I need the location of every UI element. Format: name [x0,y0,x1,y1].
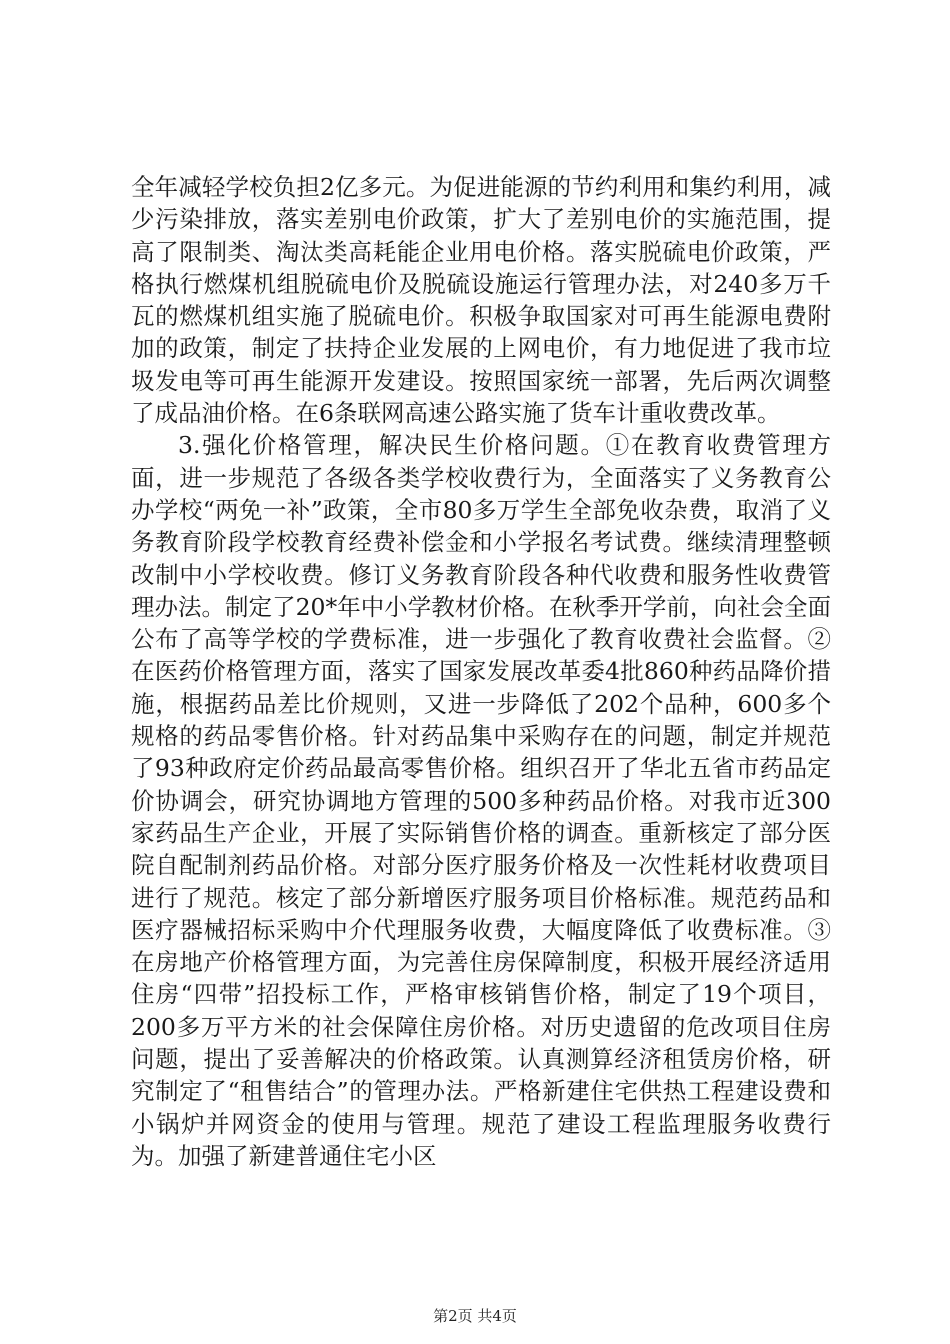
paragraph-1: 全年减轻学校负担2亿多元。为促进能源的节约利用和集约利用，减少污染排放，落实差别电价政策，扩大了差别电价的实施范围，提高了限制类、淘汰类高耗能企业用电价格。落实脱硫电价政策，严格执行燃煤机组脱硫电价及脱硫设施运行管理办法，对240多万千瓦的燃煤机组实施了脱硫电价。积极争取国家对可再生能源电费附加的政策，制定了扶持企业发展的上网电价，有力地促进了我市垃圾发电等可再生能源开发建设。按照国家统一部署，先后两次调整了成品油价格。在6条联网高速公路实施了货车计重收费改革。 [131,173,831,428]
page-footer: 第2页 共4页 [433,1307,517,1325]
paragraph-2: 3.强化价格管理，解决民生价格问题。①在教育收费管理方面，进一步规范了各级各类学校收费行为，全面落实了义务教育公办学校“两免一补”政策，全市80多万学生全部免收杂费，取消了义务教育阶段学校教育经费补偿金和小学报名考试费。继续清理整顿改制中小学校收费。修订义务教育阶段各种代收费和服务性收费管理办法。制定了20*年中小学教材价格。在秋季开学前，向社会全面公布了高等学校的学费标准，进一步强化了教育收费社会监督。②在医药价格管理方面，落实了国家发展改革委4批860种药品降价措施，根据药品差比价规则，又进一步降低了202个品种，600多个规格的药品零售价格。针对药品集中采购存在的问题，制定并规范了93种政府定价药品最高零售价格。组织召开了华北五省市药品定价协调会，研究协调地方管理的500多种药品价格。对我市近300家药品生产企业，开展了实际销售价格的调查。重新核定了部分医院自配制剂药品价格。对部分医疗服务价格及一次性耗材收费项目进行了规范。核定了部分新增医疗服务项目价格标准。规范药品和医疗器械招标采购中介代理服务收费，大幅度降低了收费标准。③在房地产价格管理方面，为完善住房保障制度，积极开展经济适用住房“四带”招投标工作，严格审核销售价格，制定了19个项目，200多万平方米的社会保障住房价格。对历史遗留的危改项目住房问题，提出了妥善解决的价格政策。认真测算经济租赁房价格，研究制定了“租售结合”的管理办法。严格新建住宅供热工程建设费和小锅炉并网资金的使用与管理。规范了建设工程监理服务收费行为。加强了新建普通住宅小区 [131,431,831,1170]
document-body [131,171,831,1172]
